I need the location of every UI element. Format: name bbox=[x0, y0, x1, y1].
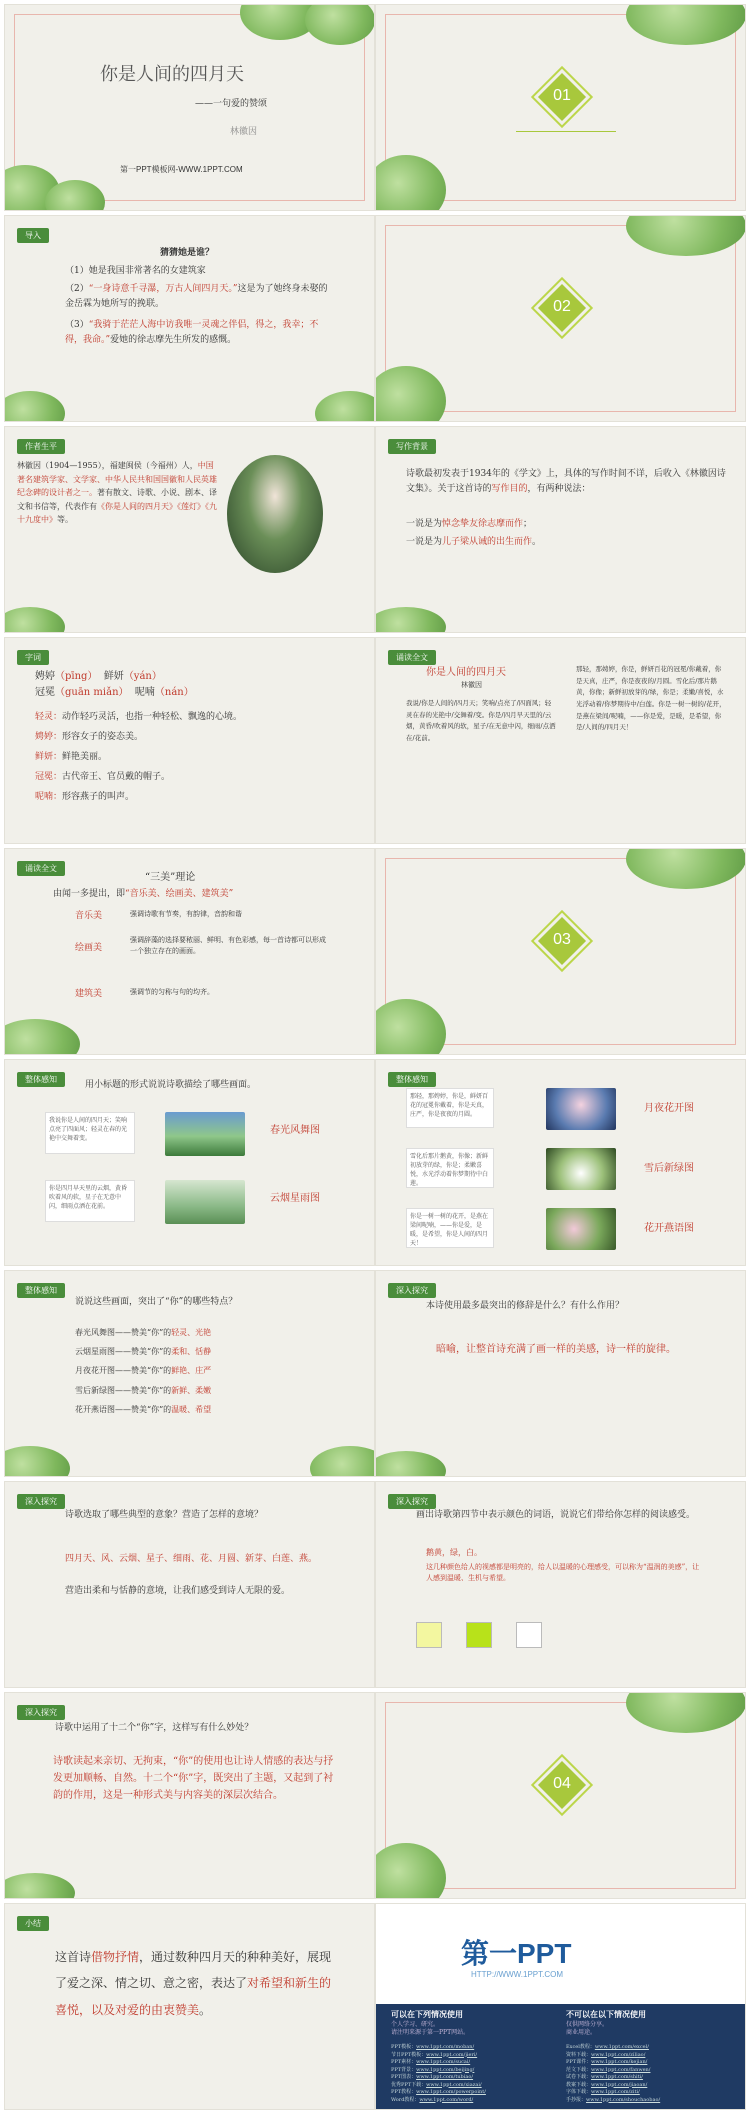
title: 你是人间的四月天 bbox=[100, 64, 244, 85]
slide-summary[interactable]: 小结 这首诗借物抒情，通过数种四月天的种种美好，展现了爱之深、情之切、意之密，表达了对希望和新生的喜悦，以及对爱的由衷赞美。 bbox=[4, 1903, 375, 2110]
tag: 诵读全文 bbox=[17, 861, 65, 876]
slide-section-01[interactable] bbox=[375, 4, 746, 211]
swatch-1 bbox=[416, 1622, 442, 1648]
link-item[interactable]: 字体下载：www.1ppt.com/ziti/ bbox=[566, 2089, 640, 2095]
link-item[interactable]: PPT模板：www.1ppt.com/moban/ bbox=[391, 2044, 475, 2050]
link-item[interactable]: PPT课件：www.1ppt.com/kejian/ bbox=[566, 2059, 648, 2065]
scene-title-2: 云烟星雨图 bbox=[270, 1193, 320, 1204]
slide-imagery[interactable] bbox=[4, 1481, 375, 1688]
scene-card-1: 我说你是人间的四月天；笑响点亮了四面风；轻灵在春的光艳中交舞着变。 bbox=[45, 1112, 135, 1154]
link-item[interactable]: PPT素材：www.1ppt.com/sucai/ bbox=[391, 2059, 471, 2065]
scene-title-1: 春光风舞图 bbox=[270, 1125, 320, 1136]
subtitle: ——一句爱的赞颂 bbox=[195, 99, 268, 109]
link-item[interactable]: 教案下载：www.1ppt.com/jiaoan/ bbox=[566, 2081, 648, 2088]
scene-card-2: 你是四月早天里的云烟，黄昏吹着风的软，星子在无意中闪，细雨点洒在花前。 bbox=[45, 1180, 135, 1222]
section-number: 01 bbox=[553, 87, 571, 104]
slide-you[interactable] bbox=[4, 1692, 375, 1899]
swatch-2 bbox=[466, 1622, 492, 1648]
tag: 字词 bbox=[17, 650, 49, 665]
slide-background[interactable]: 写作背景 诗歌最初发表于1934年的《学文》上，具体的写作时间不详，后收入《林徽因诗文集》。关于这首诗的写作目的，有两种说法： 一说是为悼念挚友徐志摩而作； 一说是为儿子梁从诫的出生而作。 bbox=[375, 426, 746, 633]
link-list bbox=[391, 2044, 736, 2104]
section-number: 02 bbox=[553, 298, 571, 315]
slide-rhetoric[interactable] bbox=[375, 1270, 746, 1477]
tag: 诵读全文 bbox=[388, 650, 436, 665]
tag: 写作背景 bbox=[388, 439, 436, 454]
tag: 深入探究 bbox=[17, 1494, 65, 1509]
slide-author[interactable]: 作者生平 林徽因（1904—1955），福建闽侯（今福州）人，中国著名建筑学家、文学家、中华人民共和国国徽和人民英雄纪念碑的设计者之一。著有散文、诗歌、小说、剧本、译文和书信等，代表作有《你是人间的四月天》《莲灯》《九十九度中》等。 bbox=[4, 426, 375, 633]
tag: 整体感知 bbox=[17, 1072, 65, 1087]
link-item[interactable]: PPT图表：www.1ppt.com/tubiao/ bbox=[391, 2074, 474, 2080]
section-number: 04 bbox=[553, 1775, 571, 1792]
scene-image-1 bbox=[165, 1112, 245, 1156]
link-item[interactable]: Word教程：www.1ppt.com/word/ bbox=[391, 2096, 474, 2103]
slide-vocabulary[interactable]: 字词 娉婷（pīng） 鲜妍（yán） 冠冕（guān miǎn） 呢喃（nán） 轻灵：动作轻巧灵活，也指一种轻松、飘逸的心境。 娉婷：形容女子的姿态美。 鲜妍：鲜艳美丽。 冠冕：古代帝王、官员戴的帽子。 呢喃：形容燕子的叫声。 bbox=[4, 637, 375, 844]
poem-author: 林徽因 bbox=[461, 681, 482, 689]
line-1: （1）她是我国非常著名的女建筑家 bbox=[65, 266, 206, 276]
question: 用小标题的形式说说诗歌描绘了哪些画面。 bbox=[85, 1080, 257, 1090]
tag: 导入 bbox=[17, 228, 49, 243]
answer-2: 营造出柔和与恬静的意境，让我们感受到诗人无限的爱。 bbox=[65, 1586, 291, 1596]
question: 画出诗歌第四节中表示颜色的词语，说说它们带给你怎样的阅读感受。 bbox=[416, 1510, 696, 1520]
slide-poem[interactable] bbox=[375, 637, 746, 844]
slide-colors[interactable] bbox=[375, 1481, 746, 1688]
question: 猜猜她是谁？ bbox=[160, 248, 215, 258]
slide-title[interactable] bbox=[4, 4, 375, 211]
feature-row: 云烟星雨图——赞美“你”的柔和、恬静 bbox=[75, 1347, 212, 1357]
slide-1ppt[interactable]: 第一PPT HTTP://WWW.1PPT.COM 可以在下列情况使用 个人学习、研究。 请注明来源于第一PPT网站。 不可以在以下情况使用 仅供网络分享。 商业用途。 PPT模板：www.1ppt.com/moban/ 节日PPT模板：www.1ppt.com/jieri/ PPT素材：www.1ppt.com/sucai/ PPT背景：www.1ppt.com/beijing/ PPT图表：www.1ppt.com/tubiao/ 优秀PPT下载：www.1ppt.com/xiazai/ PPT教程：www.1ppt.com/powerpoint/ Word教程：www.1ppt.com/word/ Excel教程：www.1ppt.com/excel/ 资料下载：www.1ppt.com/ziliao/ PPT课件：www.1ppt.com/kejian/ 范文下载：www.1ppt.com/fanwen/ 试卷下载：www.1ppt.com/shiti/ 教案下载：www.1ppt.com/jiaoan/ 字体下载：www.1ppt.com/ziti/ 手抄报：www.1ppt.com/shouchaobao/ bbox=[375, 1903, 746, 2110]
question: 本诗使用最多最突出的修辞是什么？有什么作用？ bbox=[426, 1301, 625, 1311]
section-number: 03 bbox=[553, 931, 571, 948]
slide-scenes-2[interactable]: 整体感知 那轻，那娉婷，你是，鲜妍百花的冠冕你戴着，你是天真，庄严，你是夜夜的月圆。 月夜花开图 雪化后那片鹅黄，你像；新鲜初放芽的绿，你是；柔嫩喜悦，水光浮动着你梦期待中白莲。 雪后新绿图 你是一树一树的花开，是燕在梁间呢喃，——你是爱，是暖，是希望，你是人间的四月天！ 花开燕语图 bbox=[375, 1059, 746, 1266]
feature-row: 雪后新绿图——赞美“你”的新鲜、柔嫩 bbox=[75, 1385, 212, 1395]
link-item[interactable]: Excel教程：www.1ppt.com/excel/ bbox=[566, 2044, 649, 2050]
question: 诗歌选取了哪些典型的意象？营造了怎样的意境？ bbox=[65, 1510, 264, 1520]
link-item[interactable]: 资料下载：www.1ppt.com/ziliao/ bbox=[566, 2051, 646, 2058]
theory-title: “三美”理论 bbox=[145, 872, 196, 883]
answer-1: 鹅黄，绿，白。 bbox=[426, 1548, 482, 1557]
author: 林徽因 bbox=[230, 127, 258, 137]
link-item[interactable]: 优秀PPT下载：www.1ppt.com/xiazai/ bbox=[391, 2081, 482, 2088]
slide-section-02[interactable] bbox=[375, 215, 746, 422]
logo: 第一PPT bbox=[461, 1938, 572, 1969]
tag: 作者生平 bbox=[17, 439, 65, 454]
feature-row: 春光风舞图——赞美“你”的轻灵、光艳 bbox=[75, 1328, 212, 1337]
answer-1: 四月天、风、云烟、星子、细雨、花、月圆、新芽、白莲、燕。 bbox=[65, 1554, 318, 1564]
swatch-3 bbox=[516, 1622, 542, 1648]
feature-list bbox=[75, 1323, 335, 1419]
tag: 深入探究 bbox=[388, 1494, 436, 1509]
url: HTTP://WWW.1PPT.COM bbox=[471, 1970, 563, 1979]
site: 第一PPT模板网-WWW.1PPT.COM bbox=[120, 165, 243, 174]
poem-title: 你是人间的四月天 bbox=[426, 667, 506, 678]
link-item[interactable]: 试卷下载：www.1ppt.com/shiti/ bbox=[566, 2074, 643, 2080]
slide-features[interactable] bbox=[4, 1270, 375, 1477]
slide-three-beauties[interactable]: 诵读全文 “三美”理论 由闻一多提出，即“音乐美、绘画美、建筑美” 音乐美 强调诗歌有节奏，有韵律，音韵和谐 绘画美 强调辞藻的选择要秾丽、鲜明、有色彩感，每一首诗都可以形成一个独立存在的画面。 建筑美 强调节的匀称与句的均齐。 bbox=[4, 848, 375, 1055]
tag: 深入探究 bbox=[388, 1283, 436, 1298]
question: 诗歌中运用了十二个“你”字，这样写有什么妙处？ bbox=[55, 1723, 254, 1733]
tag: 深入探究 bbox=[17, 1705, 65, 1720]
slide-section-03[interactable] bbox=[375, 848, 746, 1055]
scene-image-2 bbox=[165, 1180, 245, 1224]
link-item[interactable]: 范文下载：www.1ppt.com/fanwen/ bbox=[566, 2066, 651, 2073]
answer: 诗歌读起来亲切、无拘束，“你”的使用也让诗人情感的表达与抒发更加顺畅、自然。十二个“你”字，既突出了主题，又起到了衬韵的作用，这是一种形式美与内容美的深层次结合。 bbox=[53, 1756, 334, 1801]
link-item[interactable]: PPT教程：www.1ppt.com/powerpoint/ bbox=[391, 2089, 486, 2095]
poem-col-1: 我说/你是人间的/四月天；笑响/点亮了/四面风；轻灵在春的光艳中/交舞着/变。你是/四月早天里的/云烟，黄昏/吹着风的软，星子/在无意中闪，细雨/点洒在/花前。 bbox=[406, 699, 556, 743]
slide-section-04[interactable] bbox=[375, 1692, 746, 1899]
slide-scenes-1[interactable] bbox=[4, 1059, 375, 1266]
answer-2: 这几种颜色给人的视感都是明亮的，给人以温暖的心理感受，可以称为“温润的美感”，让人感到温暖、生机与希望。 bbox=[426, 1563, 700, 1582]
link-item[interactable]: PPT背景：www.1ppt.com/beijing/ bbox=[391, 2066, 475, 2073]
slide-intro[interactable]: 导入 猜猜她是谁？ （1）她是我国非常著名的女建筑家 （2）“一身诗意千寻瀑，万古人间四月天。”这是为了她终身未娶的金岳霖为她所写的挽联。 （3）“我骑于茫茫人海中访我唯一灵魂之伴侣，得之，我幸；不得，我命。”爱她的徐志摩先生所发的感慨。 bbox=[4, 215, 375, 422]
answer: 暗喻，让整首诗充满了画一样的美感，诗一样的旋律。 bbox=[436, 1344, 676, 1355]
feature-row: 月夜花开图——赞美“你”的鲜艳、庄严 bbox=[75, 1366, 212, 1376]
tag: 整体感知 bbox=[388, 1072, 436, 1087]
feature-row: 花开燕语图——赞美“你”的温暖、希望 bbox=[75, 1404, 212, 1414]
tag: 整体感知 bbox=[17, 1283, 65, 1298]
link-item[interactable]: 手抄报：www.1ppt.com/shouchaobao/ bbox=[566, 2096, 661, 2103]
question: 说说这些画面，突出了“你”的哪些特点？ bbox=[75, 1297, 238, 1307]
poem-col-2: 那轻，那娉婷，你是，鲜妍百花的冠冕/你戴着，你是天真，庄严，你是夜夜的/月圆。雪化后/那片鹅黄，你像；新鲜初放芽的/绿，你是；柔嫩/喜悦，水光浮动着/你梦期待中/白莲。你是一树一树的/花开，是燕在梁间/呢喃，——你是爱，是暖，是希望，你是/人间的/四月天！ bbox=[576, 665, 726, 732]
link-item[interactable]: 节日PPT模板：www.1ppt.com/jieri/ bbox=[391, 2051, 478, 2058]
portrait bbox=[227, 455, 323, 573]
tag: 小结 bbox=[17, 1916, 49, 1931]
